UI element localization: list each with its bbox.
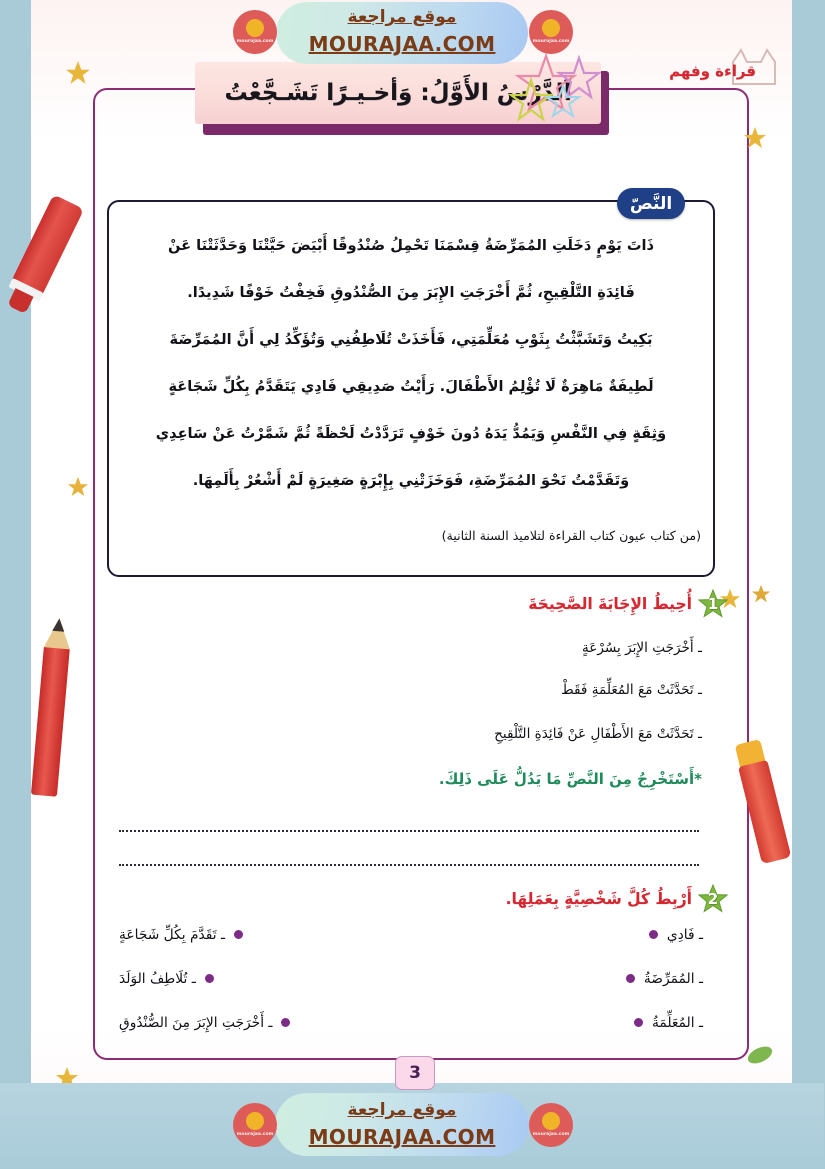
passage-source: (من كتاب عيون كتاب القراءة لتلاميذ السنة الثانية) bbox=[442, 528, 702, 543]
passage-line: وَتَقَدَّمْتُ نَحْوَ المُمَرِّضَةِ، فَوَخَزَتْنِي بِإِبْرَةٍ صَغِيرَةٍ لَمْ أَشْعُرْ بِأَلَمِهَا. bbox=[193, 472, 631, 489]
passage-line: ذَاتَ يَوْمٍ دَخَلَتِ المُمَرِّضَةُ قِسْمَنَا تَحْمِلُ صُنْدُوقًا أَبْيَضَ حَيَّتْنَا وَحَدَّثَتْنَا عَنْ bbox=[168, 237, 656, 254]
match-action[interactable] bbox=[120, 927, 244, 943]
match-person-label: ـ المُعَلِّمَةُ bbox=[652, 1014, 704, 1031]
match-person-label: ـ المُمَرِّضَةُ bbox=[644, 970, 704, 987]
banner-arabic-text: موقع مراجعة bbox=[348, 1100, 458, 1120]
top-site-banner bbox=[0, 0, 825, 78]
question-1-choice[interactable]: ـ تَحَدَّثَتْ مَعَ الأَطْفَالِ عَنْ فَائِدَةِ التَّلْقِيحِ bbox=[495, 726, 703, 742]
bottom-site-banner bbox=[0, 1083, 825, 1169]
question-1-heading bbox=[529, 589, 729, 619]
site-logo-icon[interactable] bbox=[234, 1103, 278, 1147]
match-dot-icon[interactable] bbox=[206, 974, 215, 983]
match-action-label: ـ تَقَدَّمَ بِكُلِّ شَجَاعَةٍ bbox=[120, 926, 227, 943]
question-1-label: أُحِيطُ الإِجَابَةَ الصَّحِيحَةَ bbox=[529, 595, 693, 613]
answer-line[interactable] bbox=[120, 862, 700, 866]
site-logo-icon[interactable] bbox=[530, 10, 574, 54]
star-badge-icon bbox=[699, 884, 729, 914]
passage-line: لَطِيفَةٌ مَاهِرَةٌ لَا تُؤْلِمُ الأَطْفَالَ. رَأَيْتُ صَدِيقِي فَادِي يَتَقَدَّمُ بِكُلِّ شَجَاعَةٍ bbox=[169, 378, 655, 395]
match-row[interactable] bbox=[120, 1006, 704, 1039]
match-row[interactable] bbox=[120, 962, 704, 995]
match-dot-icon[interactable] bbox=[235, 930, 244, 939]
book-logo-icon bbox=[543, 19, 561, 37]
match-person[interactable] bbox=[635, 1015, 704, 1031]
banner-link[interactable] bbox=[277, 4, 529, 58]
match-row[interactable] bbox=[120, 918, 704, 951]
passage-text bbox=[120, 222, 704, 504]
logo-caption: mourajaa.com bbox=[533, 1132, 571, 1138]
match-action-label: ـ أَخْرَجَتِ الإِبَرَ مِنَ الصُّنْدُوقِ bbox=[120, 1014, 274, 1031]
match-person[interactable] bbox=[650, 927, 704, 943]
logo-caption: mourajaa.com bbox=[237, 39, 275, 45]
book-logo-icon bbox=[543, 1112, 561, 1130]
star-badge-icon bbox=[699, 589, 729, 619]
passage-line: وَثِقَةٍ فِي النَّفْسِ وَيَمُدُّ يَدَهُ دُونَ خَوْفٍ تَرَدَّدْتُ لَحْظَةً ثُمَّ شَمَّرْتُ عَنْ سَاعِدِي bbox=[156, 425, 668, 442]
match-dot-icon[interactable] bbox=[635, 1018, 644, 1027]
match-action[interactable] bbox=[120, 1015, 291, 1031]
page-number: 3 bbox=[396, 1056, 436, 1090]
question-2-heading bbox=[507, 884, 729, 914]
match-dot-icon[interactable] bbox=[650, 930, 659, 939]
page-title: اَلدَّرْسُ الأَوَّلُ: وَأخـيـرًا تَشَـجَّعْتُ bbox=[225, 80, 573, 106]
banner-arabic-text: موقع مراجعة bbox=[348, 7, 458, 27]
passage-line: فَائِدَةِ التَّلْقِيحِ، ثُمَّ أَخْرَجَتِ الإِبَرَ مِنَ الصُّنْدُوقِ فَخِفْتُ خَوْفًا شَدِيدًا. bbox=[188, 284, 636, 301]
banner-link[interactable] bbox=[276, 1097, 530, 1151]
passage-line: بَكِيتُ وَتَشَبَّثْتُ بِثَوْبِ مُعَلِّمَتِي، فَأَخَذَتْ تُلَاطِفُنِي وَتُؤَكِّدُ لِي أَنَّ المُمَرِّضَةَ bbox=[170, 331, 654, 348]
book-logo-icon bbox=[247, 19, 265, 37]
site-logo-icon[interactable] bbox=[234, 10, 278, 54]
logo-caption: mourajaa.com bbox=[533, 39, 571, 45]
banner-url-text: MOURAJAA.COM bbox=[309, 32, 497, 56]
banner-url-text: MOURAJAA.COM bbox=[309, 1125, 497, 1149]
question-number: 2 bbox=[708, 890, 720, 908]
match-action-label: ـ تُلَاطِفُ الوَلَدَ bbox=[120, 970, 197, 987]
book-logo-icon bbox=[247, 1112, 265, 1130]
passage-badge: النَّصّ bbox=[618, 188, 686, 219]
question-1-extract-prompt: *أَسْتَخْرِجُ مِنَ النَّصِّ مَا يَدُلُّ عَلَى ذَلِكَ. bbox=[439, 770, 703, 788]
question-2-label: أَرْبِطُ كُلَّ شَخْصِيَّةٍ بِعَمَلِهَا. bbox=[506, 890, 693, 908]
match-person[interactable] bbox=[627, 971, 704, 987]
question-1-choice[interactable]: ـ تَحَدَّثَتْ مَعَ المُعَلِّمَةِ فَقَطْ bbox=[562, 682, 703, 698]
question-1-choice[interactable]: ـ أَخْرَجَتِ الإِبَرَ بِسُرْعَةٍ bbox=[582, 640, 703, 656]
match-action[interactable] bbox=[120, 971, 215, 987]
subject-tag: قراءة وفهم bbox=[670, 62, 757, 80]
match-dot-icon[interactable] bbox=[282, 1018, 291, 1027]
match-dot-icon[interactable] bbox=[627, 974, 636, 983]
answer-line[interactable] bbox=[120, 828, 700, 832]
match-person-label: ـ فَادِي bbox=[667, 926, 704, 943]
question-number: 1 bbox=[708, 595, 720, 613]
logo-caption: mourajaa.com bbox=[237, 1132, 275, 1138]
site-logo-icon[interactable] bbox=[530, 1103, 574, 1147]
